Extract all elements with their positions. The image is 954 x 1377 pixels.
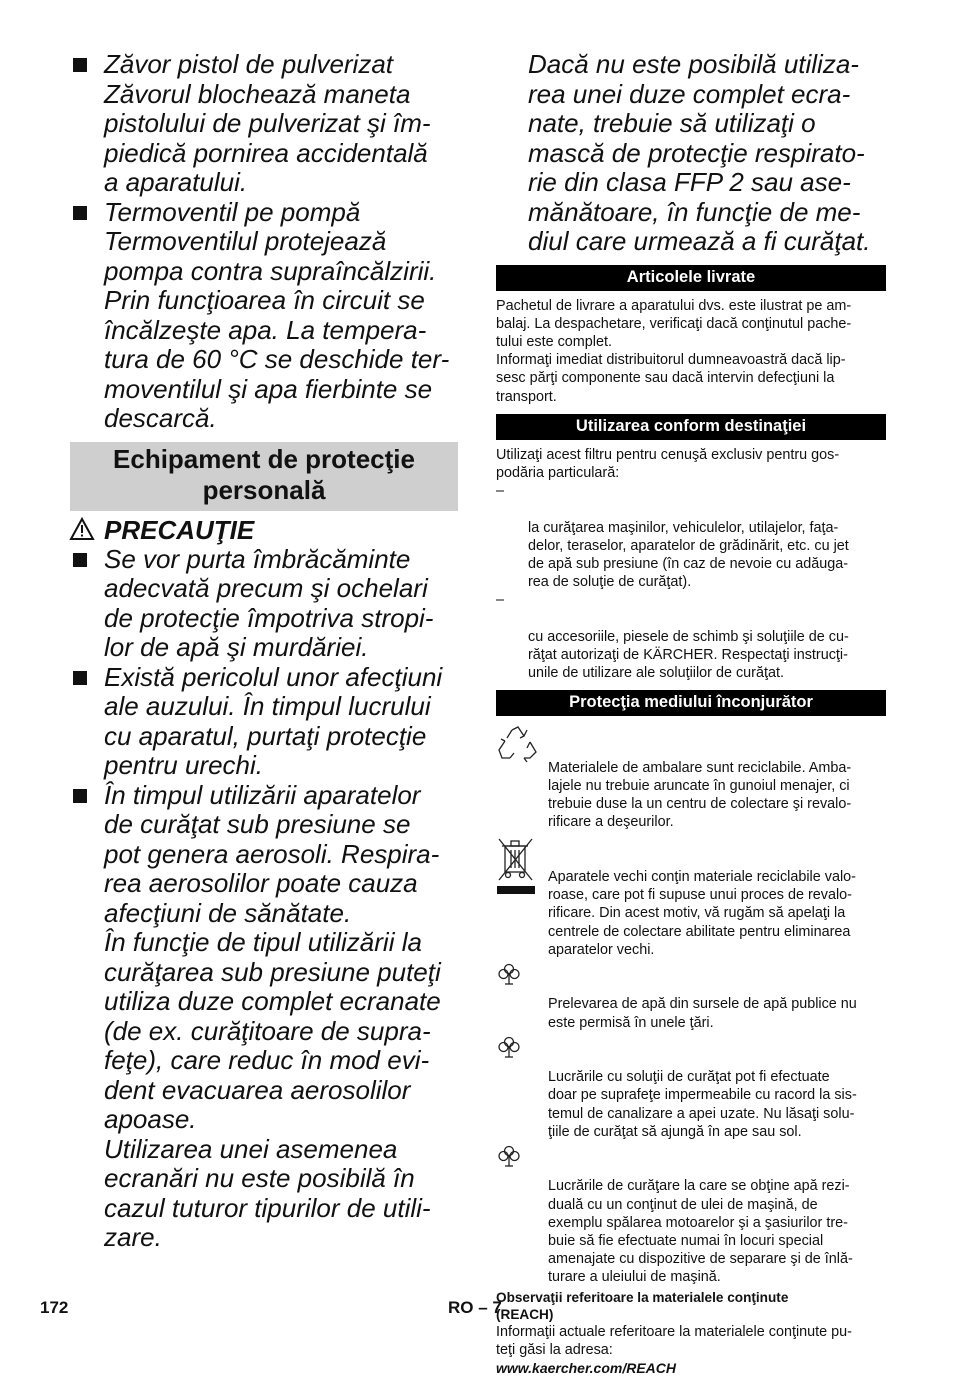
env-item-text: Lucrările cu soluţii de curăţat pot fi efectuate doar pe suprafeţe impermeabile cu racord la sis- temul de canalizare a apei uzate. Nu lăsaţi solu- ţiile de curăţat să ajungă în ape sau sol.	[548, 1069, 857, 1140]
env-item-text: Materialele de ambalare sunt reciclabile. Amba- lajele nu trebuie aruncate în gunoiul menajer, ci trebuie duse la un centru de colectare şi revalo- rificare a deşeurilor.	[548, 759, 852, 831]
bullet-text: În timpul utilizării aparatelor de curăţat sub presiune se pot genera aerosoli. Respira- rea aerosolilor poate cauza afecţiuni de sănătate. În funcţie de tipul utilizării la curăţarea sub presiune puteţi utiliza duze complet ecranate (de ex. curăţitoare de supra- feţe), care reduc în mod evi- dent evacuarea aerosolilor apoase. Utilizarea unei asemenea ecranări nu este posibilă în cazul tuturor tipurilor de utili- zare.	[104, 779, 441, 1252]
env-item-cleaning-solutions	[496, 1032, 886, 1141]
left-column	[70, 50, 462, 1253]
section-bar-protectia-mediului: Protecţia mediului înconjurător	[496, 690, 886, 716]
articole-paragraph-1: Pachetul de livrare a aparatului dvs. este ilustrat pe am- balaj. La despachetare, verificaţi dacă conţinutul pache- tului este complet.	[496, 297, 852, 350]
bullet-square-icon	[73, 671, 87, 685]
section-bar-utilizarea: Utilizarea conform destinaţiei	[496, 414, 886, 440]
tree-icon	[496, 1143, 522, 1169]
right-column	[496, 50, 886, 1377]
recycle-icon	[496, 724, 540, 768]
list-item-text: cu accesoriile, piesele de schimb şi soluţiile de cu- răţat autorizaţi de KÄRCHER. Respectaţi instrucţi- unile de utilizare ale soluţiilor de curăţat.	[528, 628, 849, 682]
warning-triangle-icon	[70, 517, 94, 541]
bullet-square-icon	[73, 789, 87, 803]
reach-paragraph: Informaţii actuale referitoare la materialele conţinute pu- teţi găsi la adresa:	[496, 1323, 852, 1358]
bullet-text: Zăvor pistol de pulverizat Zăvorul blochează maneta pistolului de pulverizat şi îm- piedică pornirea accidentală a aparatului.	[104, 49, 431, 197]
articole-paragraph-2: Informaţi imediat distribuitorul dumneavoastră dacă lip- sesc părţi componente sau dacă intervin defecţiuni la transport.	[496, 352, 846, 405]
env-item-text: Lucrările de curăţare la care se obţine apă rezi- duală cu un conţinut de ulei de maşină, de exemplu spălarea motoarelor şi a şasiurilor tre- buie să fie efectuate numai în locuri special amenajate cu dispozitive de separare şi de înlă- turare a uleiului de maşină.	[548, 1178, 853, 1286]
bullet-spray-gun-lock	[70, 50, 462, 198]
bullet-clothing	[70, 545, 462, 663]
utilizarea-list-item	[496, 591, 886, 682]
bullet-text: Termoventil pe pompă Termoventilul protejează pompa contra supraîncălzirii. Prin funcţioarea în circuit se încălzeşte apa. La tempera- tura de 60 °C se deschide ter- moventilul şi apa fierbinte se descarcă.	[104, 196, 450, 433]
section-title-protective-equipment: Echipament de protecţie personală	[70, 442, 458, 511]
env-item-old-appliances	[496, 832, 886, 959]
crossed-bin-icon	[496, 834, 536, 900]
env-item-text: Aparatele vechi conţin materiale reciclabile valo- roase, care pot fi supuse unui proces de revalo- rificare. Din acest motiv, vă rugăm să apelaţi la centrele de colectare abilitate pentru eliminarea aparatelor vechi.	[548, 868, 856, 958]
env-item-text: Prelevarea de apă din sursele de apă publice nu este permisă în unele ţări.	[548, 996, 857, 1031]
caution-heading	[70, 515, 462, 545]
list-item-text: la curăţarea maşinilor, vehiculelor, utilajelor, faţa- delor, teraselor, aparatelor de grădinărit, etc. cu jet de apă sub presiune (în caz de nevoie cu adăuga- rea de soluţie de curăţat).	[528, 519, 849, 591]
env-item-oil-water	[496, 1141, 886, 1287]
respirator-paragraph: Dacă nu este posibilă utiliza- rea unei duze complet ecra- nate, trebuie să utilizaţi o mască de protecţie respirato- rie din clasa FFP 2 sau ase- mănătoare, în funcţie de me- diul care urmează a fi curăţat.	[528, 49, 871, 256]
reach-heading: Observaţii referitoare la materialele conţinute (REACH)	[496, 1289, 789, 1322]
bullet-text: Se vor purta îmbrăcăminte adecvată precum şi ochelari de protecţie împotriva stropi- lor de apă şi murdăriei.	[104, 543, 434, 662]
dash-marker: –	[496, 592, 505, 609]
bullet-hearing	[70, 663, 462, 781]
bullet-aerosols	[70, 781, 462, 1253]
env-item-packaging	[496, 722, 886, 831]
bullet-square-icon	[73, 553, 87, 567]
reach-link[interactable]: www.kaercher.com/REACH	[496, 1360, 676, 1377]
bullet-thermo-valve	[70, 198, 462, 434]
language-page-label: RO – 7	[448, 1298, 502, 1317]
utilizarea-list-item	[496, 482, 886, 591]
bullet-square-icon	[73, 206, 87, 220]
page-number: 172	[40, 1298, 69, 1317]
dash-marker: –	[496, 483, 505, 500]
section-bar-articole-livrate: Articolele livrate	[496, 265, 886, 291]
tree-icon	[496, 961, 522, 987]
env-item-public-water	[496, 959, 886, 1032]
caution-label: PRECAUŢIE	[104, 514, 255, 545]
bullet-square-icon	[73, 58, 87, 72]
tree-icon	[496, 1034, 522, 1060]
bullet-text: Există pericolul unor afecţiuni ale auzului. În timpul lucrului cu aparatul, purtaţi protecţie pentru urechi.	[104, 661, 443, 780]
utilizarea-paragraph: Utilizaţi acest filtru pentru cenuşă exclusiv pentru gos- podăria particulară:	[496, 446, 840, 481]
